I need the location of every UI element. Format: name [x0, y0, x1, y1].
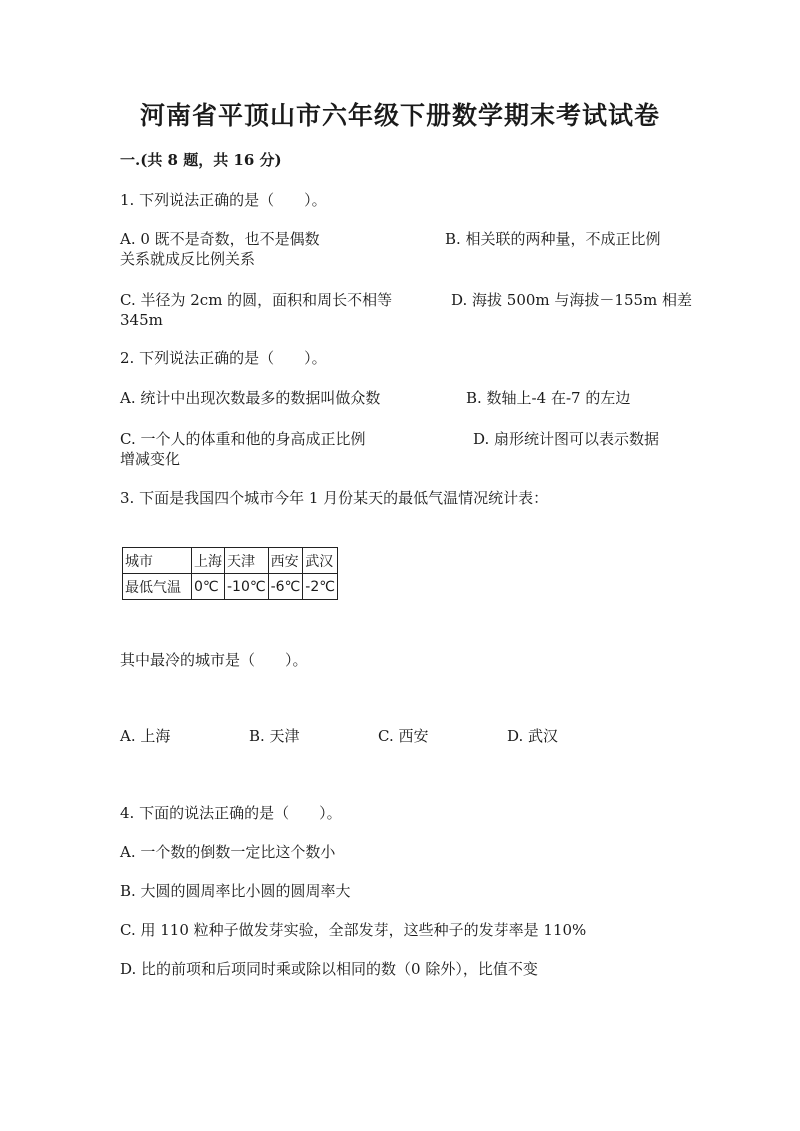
table-cell-temperature: 0℃	[192, 574, 225, 600]
q3-option-d: D. 武汉	[507, 727, 559, 745]
q4-option-b: B. 大圆的圆周率比小圆的圆周率大	[120, 882, 351, 900]
question-3-stem: 3. 下面是我国四个城市今年 1 月份某天的最低气温情况统计表：	[120, 489, 549, 507]
q3-option-a: A. 上海	[120, 727, 171, 745]
q3-option-c: C. 西安	[378, 727, 429, 745]
q1-option-a: A. 0 既不是奇数，也不是偶数	[120, 230, 320, 248]
q1-option-d: D. 海拔 500m 与海拔－155m 相差	[451, 291, 693, 309]
question-1-stem: 1. 下列说法正确的是（ ）。	[120, 191, 327, 209]
table-cell-temperature: -6℃	[268, 574, 303, 600]
table-cell-city: 上海	[192, 548, 225, 574]
table-row	[123, 548, 338, 574]
q4-option-a: A. 一个数的倒数一定比这个数小	[120, 843, 336, 861]
table-cell-temperature: -10℃	[225, 574, 269, 600]
table-cell-city: 武汉	[303, 548, 338, 574]
q2-option-c: C. 一个人的体重和他的身高成正比例	[120, 430, 366, 448]
table-header-temperature: 最低气温	[123, 574, 192, 600]
q2-option-b: B. 数轴上-4 在-7 的左边	[466, 389, 631, 407]
temperature-table	[122, 547, 338, 600]
q2-option-d: D. 扇形统计图可以表示数据	[473, 430, 660, 448]
table-row	[123, 574, 338, 600]
table-cell-city: 西安	[268, 548, 303, 574]
question-2-stem: 2. 下列说法正确的是（ ）。	[120, 349, 327, 367]
q3-option-b: B. 天津	[249, 727, 300, 745]
table-cell-city: 天津	[225, 548, 269, 574]
section-heading: 一.(共 8 题，共 16 分)	[120, 151, 282, 169]
table-cell-temperature: -2℃	[303, 574, 338, 600]
q1-option-c: C. 半径为 2cm 的圆，面积和周长不相等	[120, 291, 393, 309]
q1-option-b: B. 相关联的两种量，不成正比例	[445, 230, 661, 248]
q2-option-d-continued: 增减变化	[120, 450, 181, 468]
page-title: 河南省平顶山市六年级下册数学期末考试试卷	[139, 101, 660, 130]
q1-option-b-continued: 关系就成反比例关系	[120, 250, 256, 268]
q2-option-a: A. 统计中出现次数最多的数据叫做众数	[120, 389, 381, 407]
question-4-stem: 4. 下面的说法正确的是（ ）。	[120, 804, 342, 822]
q4-option-c: C. 用 110 粒种子做发芽实验，全部发芽，这些种子的发芽率是 110%	[120, 921, 587, 939]
table-header-city: 城市	[123, 548, 192, 574]
q4-option-d: D. 比的前项和后项同时乘或除以相同的数（0 除外），比值不变	[120, 960, 538, 978]
q1-option-d-continued: 345m	[120, 311, 163, 329]
question-3-prompt: 其中最冷的城市是（ ）。	[120, 651, 308, 669]
